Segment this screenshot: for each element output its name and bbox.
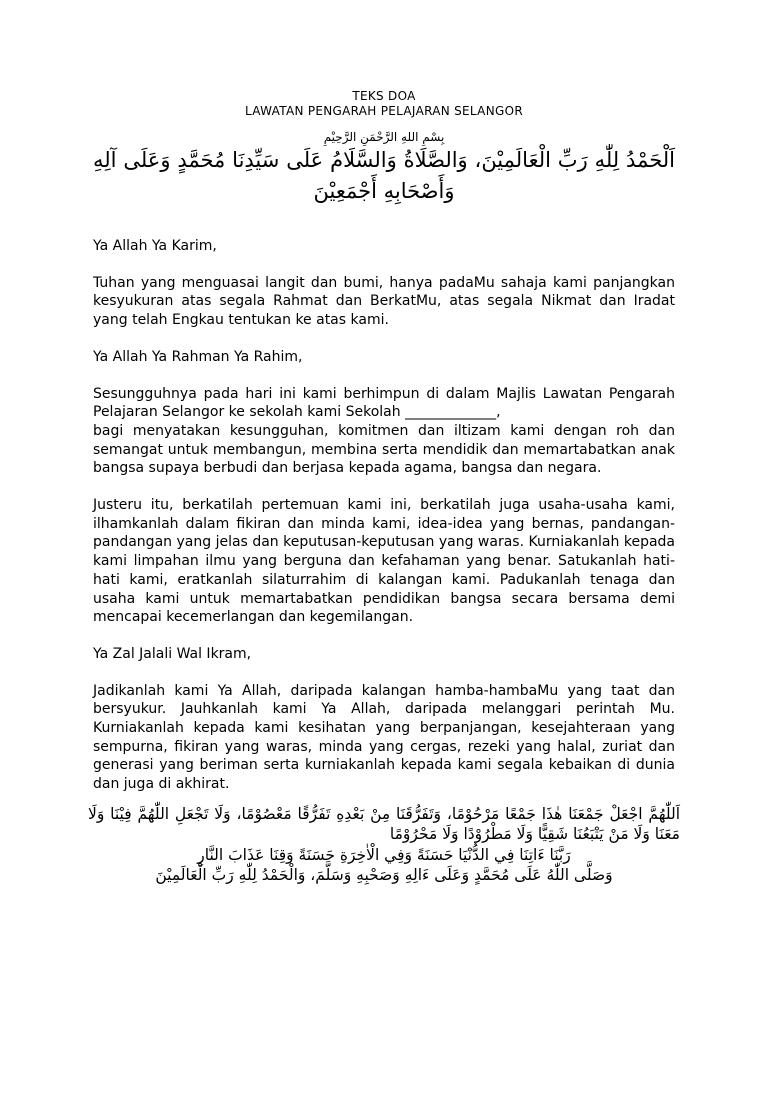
paragraph-gathering	[93, 385, 675, 479]
paragraph-gratitude: Tuhan yang menguasai langit dan bumi, hanya padaMu sahaja kami panjangkan kesyukuran atas segala Rahmat dan BerkatMu, atas segala Nikmat dan Iradat yang telah Engkau tentukan ke atas kami.	[93, 274, 675, 329]
paragraph-gathering-intro: Sesungguhnya pada hari ini kami berhimpun di dalam Majlis Lawatan Pengarah Pelajaran Selangor ke sekolah kami Sekolah _____________,	[93, 385, 675, 421]
arabic-closing-line2: رَبَّنَا ءَاتِنَا فِي الدُّنْيَا حَسَنَةً وَفِي الْاٰخِرَةِ حَسَنَةً وَقِنَا عَذَابَ النَّارِ	[197, 845, 571, 864]
arabic-closing-line1: اَللّٰهُمَّ اجْعَلْ جَمْعَنَا هٰذَا جَمْعًا مَرْحُوْمًا، وَتَفَرُّقَنَا مِنْ بَعْدِهِ تَفَرُّقًا مَعْصُوْمًا، وَلَا تَجْعَلِ اللّٰهُمَّ فِيْنَا وَلَا مَعَنَا وَلَا مَنْ يَتْبَعُنَا شَقِيًّا وَلَا مَطْرُوْدًا وَلَا مَحْرُوْمًا	[88, 804, 680, 844]
doc-title-line2: LAWATAN PENGARAH PELAJARAN SELANGOR	[245, 104, 523, 118]
doc-title-line1: TEKS DOA	[352, 89, 416, 103]
salutation-ya-karim: Ya Allah Ya Karim,	[93, 238, 217, 254]
arabic-opening-prayer: اَلْحَمْدُ لِلّٰهِ رَبِّ الْعَالَمِيْنَ، وَالصَّلَاةُ وَالسَّلَامُ عَلَى سَيِّدِنَا مُحَمَّدٍ وَعَلَى آلِهِ وَأَصْحَابِهِ أَجْمَعِيْنَ	[93, 148, 675, 203]
salutation-rahman-rahim: Ya Allah Ya Rahman Ya Rahim,	[93, 348, 303, 365]
document-page	[0, 89, 768, 1113]
paragraph-supplication: Jadikanlah kami Ya Allah, daripada kalangan hamba-hambaMu yang taat dan bersyukur. Jauhkanlah kami Ya Allah, daripada melanggari perintah Mu. Kurniakanlah kepada kami kesihatan yang berpanjangan, kesejahteraan yang sempurna, fikiran yang waras, minda yang cergas, rezeki yang halal, zuriat dan generasi yang beriman serta kurniakanlah kepada kami segala kebaikan di dunia dan juga di akhirat.	[93, 682, 675, 793]
arabic-closing-line3: وَصَلَّى اللّٰهُ عَلَى مُحَمَّدٍ وَعَلَى ءَالِهِ وَصَحْبِهِ وَسَلَّمَ، وَالْحَمْدُ لِلّٰهِ رَبِّ الْعَالَمِيْنَ	[155, 866, 613, 885]
paragraph-gathering-body: bagi menyatakan kesungguhan, komitmen dan iltizam kami dengan roh dan semangat untuk membangun, membina serta mendidik dan memartabatkan anak bangsa supaya berbudi dan berjasa kepada agama, bangsa dan negara.	[93, 422, 675, 477]
paragraph-blessings: Justeru itu, berkatilah pertemuan kami ini, berkatilah juga usaha-usaha kami, ilhamkanlah dalam fikiran dan minda kami, idea-idea yang bernas, pandangan-pandangan yang jelas dan keputusan-keputusan yang waras. Kurniakanlah kepada kami limpahan ilmu yang berguna dan kefahaman yang benar. Satukanlah hati-hati kami, eratkanlah silaturrahim di kalangan kami. Padukanlah tenaga dan usaha kami untuk memartabatkan pendidikan bangsa secara bersama demi mencapai kecemerlangan dan kegemilangan.	[93, 497, 675, 626]
salutation-zal-jalali: Ya Zal Jalali Wal Ikram,	[93, 645, 252, 662]
bismillah-text: بِسْمِ اللهِ الرَّحْمَنِ الرَّحِيْمِ	[323, 130, 445, 144]
arabic-closing-prayer	[88, 804, 680, 886]
